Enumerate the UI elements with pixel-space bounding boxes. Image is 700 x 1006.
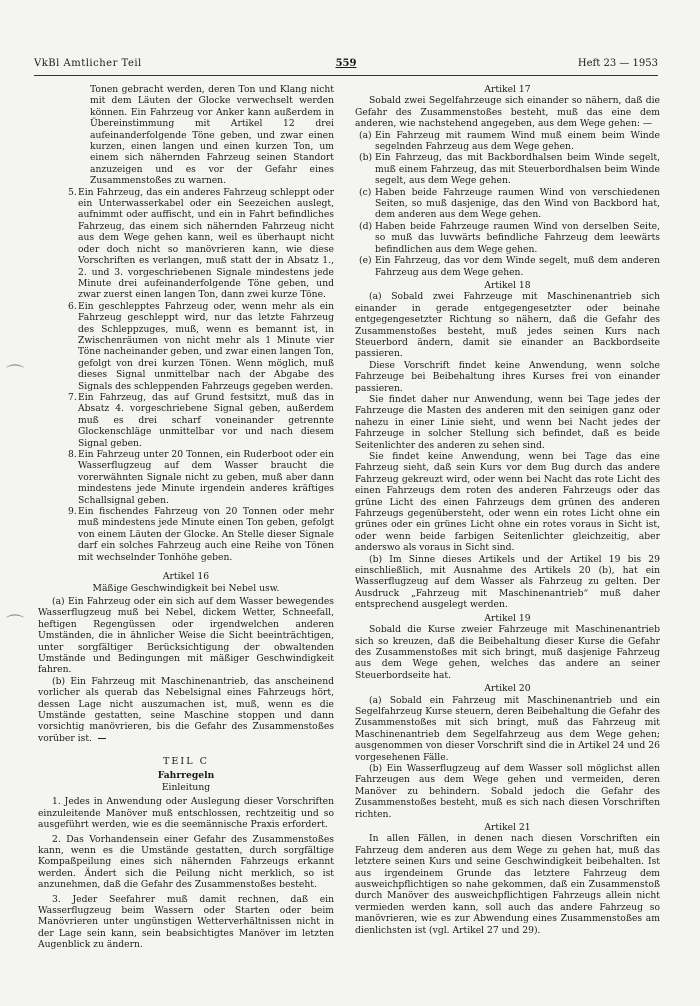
item-number: 7. xyxy=(68,391,77,403)
article-21-title: Artikel 21 xyxy=(484,822,531,833)
item-text: Ein Fahrzeug, das ein anderes Fahrzeug schleppt oder ein Unterwasserkabel oder ein Seezeichen auslegt, aufnimmt oder auffischt, und ein in Fahrt befindliches Fahrzeug, das einem sich nähernden Fahrzeug nicht aus dem Wege gehen kann, weil es überhaupt nicht oder doch nicht so manövrieren kann, wie diese Vorschriften es verlangen, muß statt der in Absatz 1., 2. und 3. vorgeschriebenen Signale mindestens jede Minute drei aufeinanderfolgende Töne geben, und zwar zuerst einen langen Ton, dann zwei kurze Töne. xyxy=(78,186,334,301)
intro-paragraph-1: 1. Jedes in Anwendung oder Auslegung dieser Vorschriften einzuleitende Manöver muß entschlossen, rechtzeitig und so ausgeführt werden, wie es die seemännische Praxis erfordert. xyxy=(38,796,334,831)
item-text: Ein Fahrzeug mit raumem Wind muß einem beim Winde segelnden Fahrzeug aus dem Wege gehen. xyxy=(375,129,660,153)
item-letter: (d) xyxy=(359,220,373,232)
list-item xyxy=(355,221,660,255)
item-text: Haben beide Fahrzeuge raumen Wind von derselben Seite, so muß das luvwärts befindliche Fahrzeug dem leewärts befindlichen aus dem Wege gehen. xyxy=(375,220,660,255)
continued-item-4: Tonen gebracht werden, deren Ton und Klang nicht mit dem Läuten der Glocke verwechselt werden können. Ein Fahrzeug vor Anker kann außerdem in Übereinstimmung mit Artikel 12 drei aufeinanderfolgende Töne geben, und zwar einen kurzen, einen langen und einen kurzen Ton, um einem sich nähernden Fahrzeug seinen Standort anzuzeigen und es vor der Gefahr eines Zusammenstoßes zu warnen. xyxy=(90,84,334,187)
item-letter: (c) xyxy=(359,186,372,198)
article-16-a: (a) Ein Fahrzeug oder ein sich auf dem Wasser bewegendes Wasserflugzeug muß bei Nebel, dickem Wetter, Schneefall, heftigen Regengüssen oder irgendwelchen anderen Umständen, die in ähnlicher Weise die Sicht beeinträchtigen, unter sorgfältiger Berücksichtigung der obwaltenden Umstände und Bedingungen mit mäßiger Geschwindigkeit fahren. xyxy=(38,595,334,676)
article-16-title: Artikel 16 xyxy=(162,571,210,583)
article-16-subtitle: Mäßige Geschwindigkeit bei Nebel usw. xyxy=(92,583,280,595)
item-text: Ein geschlepptes Fahrzeug oder, wenn mehr als ein Fahrzeug geschleppt wird, nur das letzte Fahrzeug des Schleppzuges, muß, wenn es bemannt ist, in Zwischenräumen von nicht mehr als 1 Minute vier Töne nacheinander geben, und zwar einen langen Ton, gefolgt von drei kurzen Tönen. Wenn möglich, muß dieses Signal unmittelbar nach der Abgabe des Signals des schleppenden Fahrzeugs gegeben werden. xyxy=(78,300,334,392)
intro-paragraph-3: 3. Jeder Seefahrer muß damit rechnen, daß ein Wasserflugzeug beim Wassern oder Starten oder beim Manövrieren unter ungünstigen Wetterverhältnissen nicht in der Lage sein kann, sein beabsichtigtes Manöver im letzten Augenblick zu ändern. xyxy=(38,893,334,951)
issue-info: Heft 23 — 1953 xyxy=(577,58,658,69)
intro-paragraph-2: 2. Das Vorhandensein einer Gefahr des Zusammenstoßes kann, wenn es die Umstände gestatten, durch sorgfältige Kompaßpeilung eines sich nähernden Fahrzeugs erkannt werden. Ändert sich die Peilung nicht merklich, so ist anzunehmen, daß die Gefahr des Zusammenstoßes besteht. xyxy=(38,833,334,891)
list-item xyxy=(38,301,334,392)
page-number: 559 xyxy=(335,58,357,69)
item-number: 9. xyxy=(68,506,77,518)
einleitung-heading: Einleitung xyxy=(161,781,211,793)
list-item xyxy=(38,392,334,449)
article-20-title: Artikel 20 xyxy=(484,683,531,695)
journal-title: VkBl Amtlicher Teil xyxy=(34,58,142,69)
article-18-a: (a) Sobald zwei Fahrzeuge mit Maschinenantrieb sich einander in gerade entgegengesetzter oder beinahe entgegengesetzter Richtung so nähern, daß die Gefahr des Zusammenstoßes besteht, muß jedes seinen Kurs nach Steuerbord ändern, damit sie einander an Backbordseite passieren. xyxy=(355,291,660,360)
item-text: Ein Fahrzeug, das mit Backbordhalsen beim Winde segelt, muß einem Fahrzeug, das mit Steuerbordhalsen beim Winde segelt, aus dem Wege gehen. xyxy=(375,152,660,187)
article-18-paragraph: Sie findet keine Anwendung, wenn bei Tage das eine Fahrzeug sieht, daß sein Kurs vor dem Bug durch das andere Fahrzeug gekreuzt wird, oder wenn bei Nacht das rote Licht des einen Fahrzeugs dem roten des anderen Fahrzeugs oder das grüne Licht des einen Fahrzeugs dem grünen des anderen Fahrzeugs gegenübersteht, oder wenn ein rotes Licht ohne ein grünes oder ein grünes Licht ohne ein rotes voraus in Sicht ist, oder wenn beide farbigen Seitenlichter gleichzeitig, aber anderswo als voraus in Sicht sind. xyxy=(355,451,660,554)
list-item xyxy=(355,187,660,221)
article-17-title: Artikel 17 xyxy=(484,84,531,95)
item-letter: (a) xyxy=(359,129,372,141)
list-item xyxy=(355,152,660,186)
article-16-b: (b) Ein Fahrzeug mit Maschinenantrieb, das anscheinend vorlicher als querab das Nebelsignal eines Fahrzeugs hört, dessen Lage nicht auszumachen ist, muß, wenn es die Umstände gestatten, seine Maschine stoppen und dann vorsichtig manövrieren, bis die Gefahr des Zusammenstoßes vorüber ist. xyxy=(38,675,334,744)
item-number: 6. xyxy=(68,300,77,312)
header-rule xyxy=(34,75,658,76)
list-item xyxy=(355,130,660,153)
item-text: Ein Fahrzeug, das vor dem Winde segelt, muß dem anderen Fahrzeug aus dem Wege gehen. xyxy=(375,255,660,278)
article-19-text: Sobald die Kurse zweier Fahrzeuge mit Maschinenantrieb sich so kreuzen, daß die Beibehaltung dieser Kurse die Gefahr des Zusammenstoßes mit sich bringt, muß dasjenige Fahrzeug aus dem Wege gehen, welches das andere an seiner Steuerbordseite hat. xyxy=(355,624,660,681)
article-17-intro: Sobald zwei Segelfahrzeuge sich einander so nähern, daß die Gefahr des Zusammenstoßes besteht, muß das eine dem anderen, wie nachstehend angegeben, aus dem Wege gehen: — xyxy=(355,95,660,130)
page-header xyxy=(34,58,658,74)
item-text: Haben beide Fahrzeuge raumen Wind von verschiedenen Seiten, so muß dasjenige, das den Wind von Backbord hat, dem anderen aus dem Wege gehen. xyxy=(375,186,660,221)
list-item xyxy=(38,187,334,301)
article-21-text: In allen Fällen, in denen nach diesen Vorschriften ein Fahrzeug dem anderen aus dem Wege zu gehen hat, muß das letztere seinen Kurs und seine Geschwindigkeit beibehalten. Ist aus irgendeinem Grunde das letztere Fahrzeug dem ausweichpflichtigen so nahe gekommen, daß ein Zusammenstoß durch Manöver des ausweichpflichtigen Fahrzeugs allein nicht vermieden werden kann, soll auch das andere Fahrzeug so manövrieren, wie es zur Abwendung eines Zusammenstoßes am dienlichsten ist (vgl. Artikel 27 und 29). xyxy=(355,833,660,936)
item-letter: (b) xyxy=(359,152,373,164)
item-number: 8. xyxy=(68,449,77,460)
list-item xyxy=(38,506,334,563)
item-text: Ein fischendes Fahrzeug von 20 Tonnen oder mehr muß mindestens jede Minute einen Ton geben, gefolgt von einem Läuten der Glocke. An Stelle dieser Signale darf ein solches Fahrzeug auch eine Reihe von Tönen mit wechselnder Tonhöhe geben. xyxy=(78,506,334,563)
article-19-title: Artikel 19 xyxy=(484,612,531,624)
margin-mark: ⌒ xyxy=(6,614,24,635)
article-18-title: Artikel 18 xyxy=(484,279,531,291)
right-column xyxy=(355,84,660,936)
article-18-paragraph: Diese Vorschrift findet keine Anwendung, wenn solche Fahrzeuge bei Beibehaltung ihres Kurses frei von einander passieren. xyxy=(355,359,660,394)
list-item xyxy=(38,449,334,506)
article-20-b: (b) Ein Wasserflugzeug auf dem Wasser soll möglichst allen Fahrzeugen aus dem Wege gehen und vermeiden, deren Manöver zu behindern. Sobald jedoch die Gefahr des Zusammenstoßes besteht, muß es sich nach diesen Vorschriften richten. xyxy=(355,762,660,820)
item-text: Ein Fahrzeug unter 20 Tonnen, ein Ruderboot oder ein Wasserflugzeug auf dem Wasser braucht die vorerwähnten Signale nicht zu geben, muß aber dann mindestens jede Minute irgendein anderes kräftiges Schallsignal geben. xyxy=(78,449,334,506)
item-letter: (e) xyxy=(359,255,372,267)
left-column xyxy=(38,84,334,951)
list-item xyxy=(355,255,660,278)
item-text: Ein Fahrzeug, das auf Grund festsitzt, muß das in Absatz 4. vorgeschriebene Signal geben, außerdem muß es drei scharf voneinander getrennte Glockenschläge unmittelbar vor und nach diesem Signal geben. xyxy=(78,391,334,449)
fahrregeln-heading: Fahrregeln xyxy=(157,769,215,781)
part-c-heading: TEIL C xyxy=(163,756,209,768)
margin-mark: ⌒ xyxy=(6,364,24,385)
article-20-a: (a) Sobald ein Fahrzeug mit Maschinenantrieb und ein Segelfahrzeug Kurse steuern, deren Beibehaltung die Gefahr des Zusammenstoßes mit sich bringt, muß das Fahrzeug mit Maschinenantrieb dem Segelfahrzeug aus dem Wege gehen; ausgenommen von dieser Vorschrift sind die in Artikel 24 und 26 vorgesehenen Fälle. xyxy=(355,694,660,763)
item-number: 5. xyxy=(68,186,77,198)
article-18-paragraph: Sie findet daher nur Anwendung, wenn bei Tage jedes der Fahrzeuge die Masten des anderen mit den seinigen ganz oder nahezu in einer Linie sieht, und wenn bei Nacht jedes der Fahrzeuge in solcher Stellung sich befindet, daß es beide Seitenlichter des anderen zu sehen sind. xyxy=(355,393,660,451)
article-18-b: (b) Im Sinne dieses Artikels und der Artikel 19 bis 29 einschließlich, mit Ausnahme des Artikels 20 (b), hat ein Wasserflugzeug auf dem Wasser als Fahrzeug zu gelten. Der Ausdruck „Fahrzeug mit Maschinenantrieb“ muß daher entsprechend ausgelegt werden. xyxy=(355,553,660,611)
